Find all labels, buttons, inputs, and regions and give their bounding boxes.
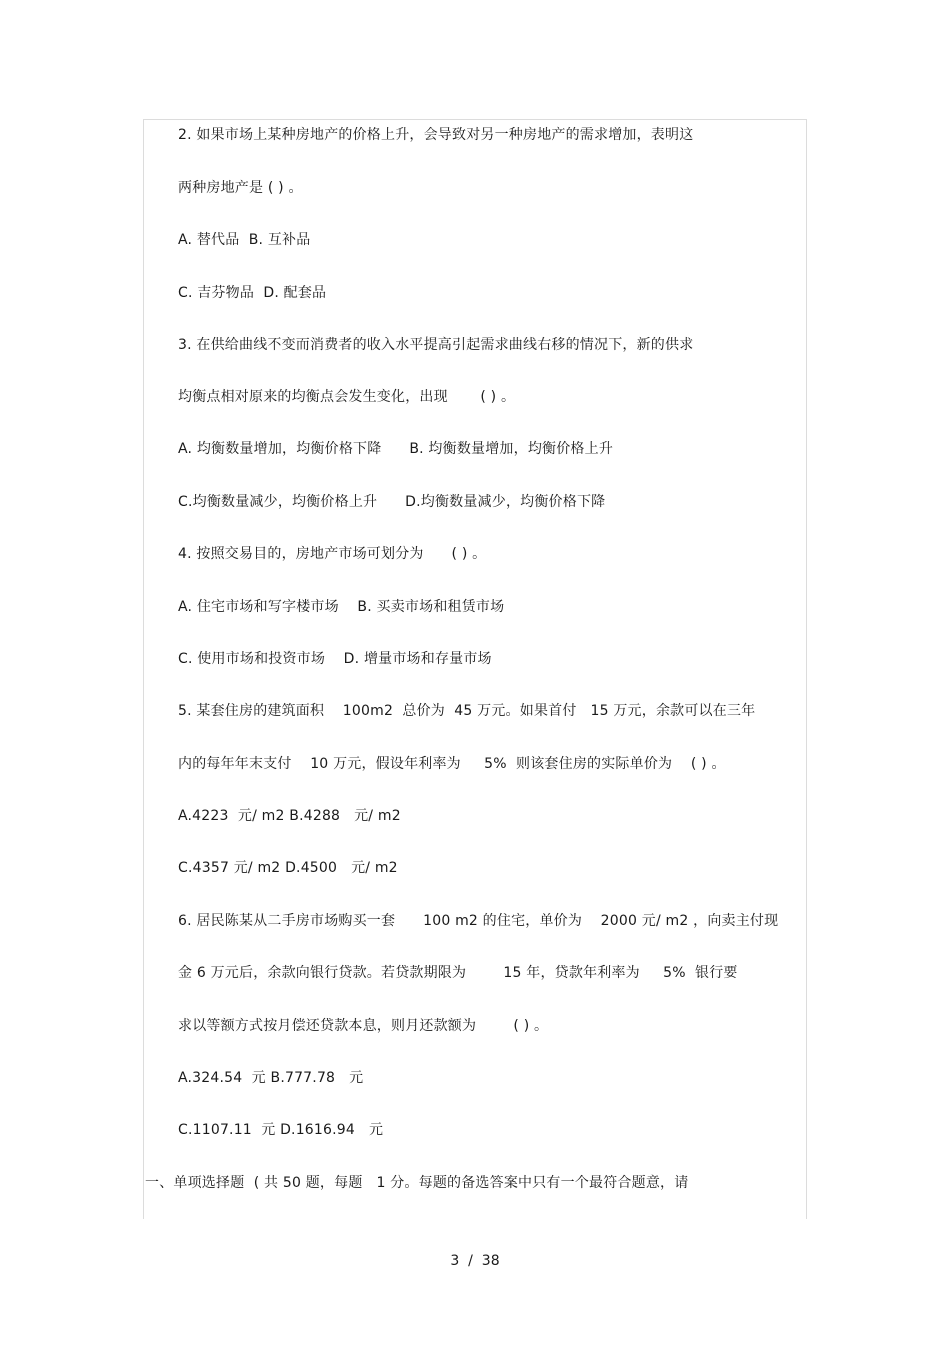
q2-stem-line-2: 两种房地产是 ( ) 。	[178, 180, 303, 196]
q3-options-cd: C.均衡数量减少，均衡价格上升 D.均衡数量减少，均衡价格下降	[178, 494, 606, 510]
q5-stem-line-2: 内的每年年末支付 10 万元，假设年利率为 5% 则该套住房的实际单价为 ( ) 。	[178, 756, 726, 772]
q5-options-ab: A.4223 元/ m2 B.4288 元/ m2	[178, 808, 401, 824]
q4-options-ab: A. 住宅市场和写字楼市场 B. 买卖市场和租赁市场	[178, 599, 505, 615]
q2-options-cd: C. 吉芬物品 D. 配套品	[178, 285, 327, 301]
q6-stem-line-1: 6. 居民陈某从二手房市场购买一套 100 m2 的住宅，单价为 2000 元/ m2 ，向卖主付现	[178, 913, 779, 929]
q4-stem: 4. 按照交易目的，房地产市场可划分为 ( ) 。	[178, 546, 487, 562]
q2-options-ab: A. 替代品 B. 互补品	[178, 232, 311, 248]
q5-stem-line-1: 5. 某套住房的建筑面积 100m2 总价为 45 万元。如果首付 15 万元，余款可以在三年	[178, 703, 756, 719]
q6-stem-line-3: 求以等额方式按月偿还贷款本息，则月还款额为 ( ) 。	[178, 1018, 549, 1034]
page-number: 3 / 38	[450, 1253, 500, 1269]
q6-stem-line-2: 金 6 万元后，余款向银行贷款。若贷款期限为 15 年，贷款年利率为 5% 银行要	[178, 965, 738, 981]
q3-stem-line-2: 均衡点相对原来的均衡点会发生变化，出现 ( ) 。	[178, 389, 516, 405]
section-heading: 一、单项选择题 ( 共 50 题，每题 1 分。每题的备选答案中只有一个最符合题意，请	[145, 1175, 689, 1191]
q6-options-cd: C.1107.11 元 D.1616.94 元	[178, 1122, 384, 1138]
q3-stem-line-1: 3. 在供给曲线不变而消费者的收入水平提高引起需求曲线右移的情况下，新的供求	[178, 337, 694, 353]
q6-options-ab: A.324.54 元 B.777.78 元	[178, 1070, 364, 1086]
q2-stem-line-1: 2. 如果市场上某种房地产的价格上升，会导致对另一种房地产的需求增加，表明这	[178, 127, 694, 143]
q5-options-cd: C.4357 元/ m2 D.4500 元/ m2	[178, 860, 398, 876]
q4-options-cd: C. 使用市场和投资市场 D. 增量市场和存量市场	[178, 651, 492, 667]
q3-options-ab: A. 均衡数量增加，均衡价格下降 B. 均衡数量增加，均衡价格上升	[178, 441, 614, 457]
